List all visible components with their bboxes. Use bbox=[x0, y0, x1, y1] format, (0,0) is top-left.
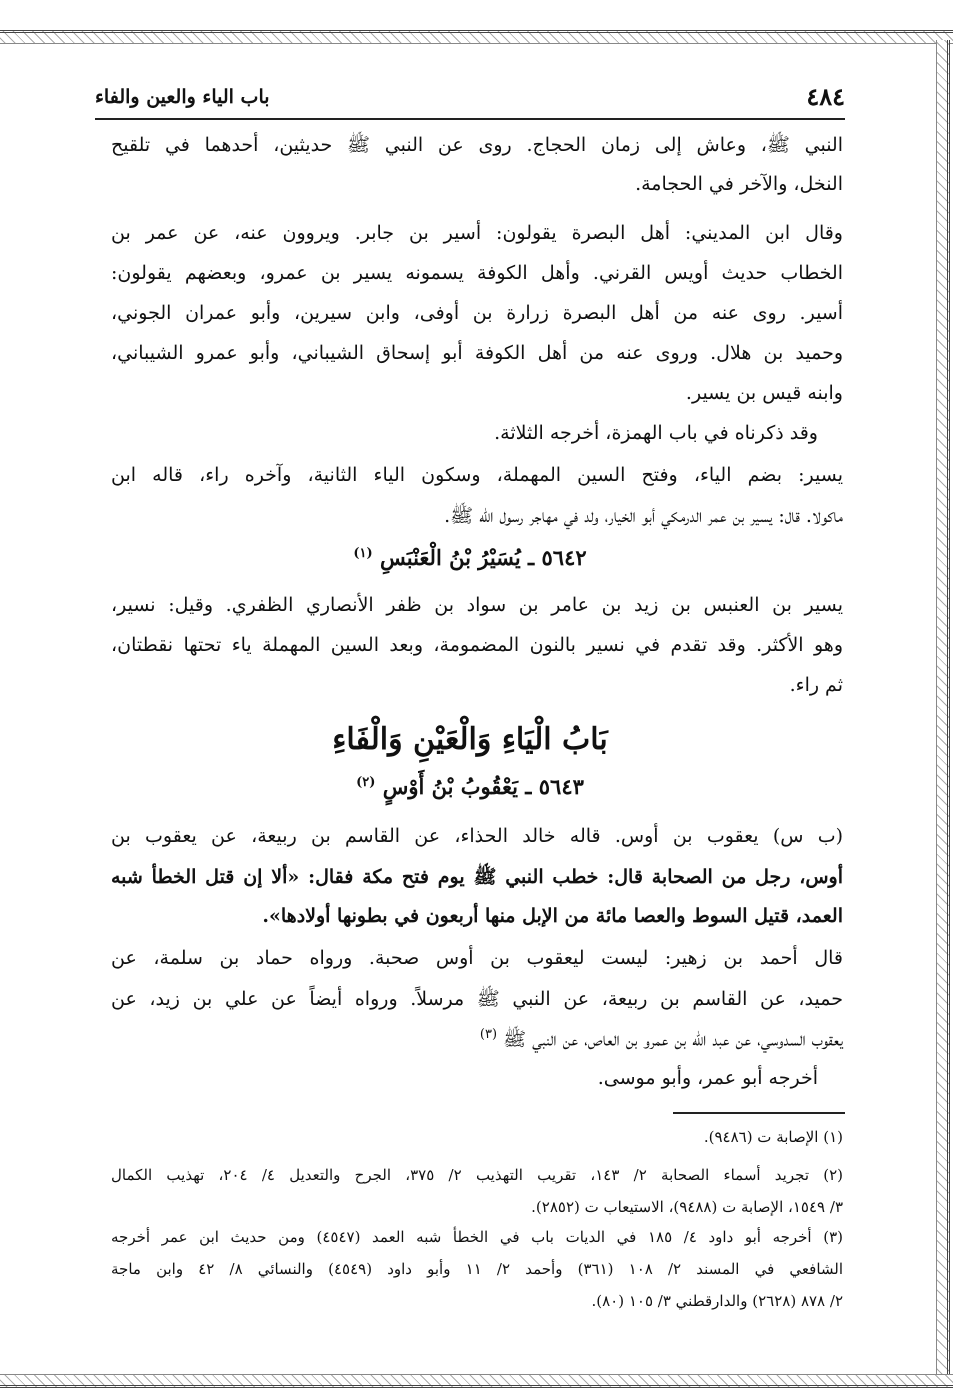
entry-title: ٥٦٤٢ ـ يُسَيْرُ بْنُ الْعَنْبَسِ bbox=[379, 545, 587, 570]
body-line: أخرجه أبو عمر، وأبو موسى. bbox=[597, 1067, 818, 1089]
footnote: الشافعي في المسند ٢/ ١٠٨ (٣٦١) وأحمد ٢/ ١١ وأبو داود (٤٥٤٩) والنسائي ٨/ ٤٢ وابن ماجة bbox=[111, 1260, 844, 1278]
page-border-top bbox=[0, 30, 953, 44]
body-line: وقد ذكرناه في باب الهمزة، أخرجه الثلاثة. bbox=[494, 422, 818, 444]
body-line bbox=[480, 1027, 843, 1055]
body-line: أسير. روى عنه من أهل البصرة زرارة بن أوفى، وابن سيرين، وأبو عمران الجوني، bbox=[111, 302, 843, 324]
footnote: (٣) أخرجه أبو داود ٤/ ١٨٥ في الديات باب في الخطأ شبه العمد (٤٥٤٧) ومن حديث ابن عمر أخرجه bbox=[111, 1228, 843, 1246]
body-line: النخل، والآخر في الحجامة. bbox=[635, 173, 843, 195]
footnote: ٢/ ٨٧٨ (٢٦٢٨) والدارقطني ٣/ ١٠٥ (٨٠). bbox=[591, 1292, 843, 1310]
body-line: وقال ابن المديني: أهل البصرة يقولون: أسير بن جابر. ويروون عنه، عن عمر بن bbox=[111, 222, 843, 244]
entry-heading bbox=[95, 545, 845, 570]
page-border-bottom bbox=[0, 1374, 953, 1388]
body-line: ثم راء. bbox=[789, 674, 843, 696]
body-text: يعقوب السدوسي، عن عبد الله بن عمرو بن العاص، عن النبي ﷺ bbox=[503, 1028, 843, 1051]
body-line: العمد، قتيل السوط والعصا مائة من الإبل منها أربعون في بطونها أولادها». bbox=[262, 905, 843, 927]
page-number: ٤٨٤ bbox=[806, 82, 845, 111]
footnote: (٢) تجريد أسماء الصحابة ٢/ ١٤٣، تقريب التهذيب ٢/ ٣٧٥، الجرح والتعديل ٤/ ٢٠٤، تهذيب الكمال bbox=[111, 1166, 844, 1184]
entry-title: ٥٦٤٣ ـ يَعْقُوبُ بْنُ أَوْسٍ bbox=[382, 774, 584, 799]
page-header bbox=[95, 82, 845, 120]
footnote-ref: (٣) bbox=[479, 1027, 498, 1042]
body-line: وابنه قيس بن يسير. bbox=[685, 382, 843, 404]
footnote: (١) الإصابة ت (٩٤٨٦). bbox=[703, 1128, 843, 1146]
body-line: وحميد بن هلال. وروى عنه من أهل الكوفة أبو إسحاق الشيباني، وأبو عمرو الشيباني، bbox=[111, 342, 843, 364]
body-line: يسير: بضم الياء، وفتح السين المهملة، وسكون الياء الثانية، وآخره راء، قاله ابن bbox=[111, 464, 843, 486]
entry-heading bbox=[95, 774, 845, 799]
footnote-ref: (٢) bbox=[356, 775, 376, 790]
body-line: قال أحمد بن زهير: ليست ليعقوب بن أوس صحبة. ورواه حماد بن سلمة، عن bbox=[111, 947, 843, 969]
body-line: ماكولا. قال: يسير بن عمر الدرمكي أبو الخيار، ولد في مهاجر رسول الله ﷺ. bbox=[444, 505, 843, 527]
body-line: يسير بن العنبس بن زيد بن عامر بن سواد بن ظفر الأنصاري الظفري. وقيل: نسير، bbox=[111, 594, 843, 616]
body-line: وهو الأكثر. وقد تقدم في نسير بالنون المضمومة، وبعد السين المهملة ياء تحتها نقطتان، bbox=[111, 634, 843, 656]
body-line: الخطاب حديث أويس القرني. وأهل الكوفة يسمونه يسير بن عمرو، وبعضهم يقولون: bbox=[111, 262, 843, 284]
footnote: ٣/ ١٥٤٩، الإصابة ت (٩٤٨٨)، الاستيعاب ت (٢٨٥٢). bbox=[531, 1198, 843, 1216]
running-title: باب الياء والعين والفاء bbox=[95, 86, 270, 108]
body-line: حميد، عن القاسم بن ربيعة، عن النبي ﷺ مرسلاً. ورواه أيضاً عن علي بن زيد، عن bbox=[111, 988, 843, 1010]
body-line: النبي ﷺ، وعاش إلى زمان الحجاج. روى عن النبي ﷺ حديثين، أحدهما في تلقيح bbox=[111, 134, 843, 156]
body-line: (ب س) يعقوب بن أوس. قاله خالد الحذاء، عن القاسم بن ربيعة، عن يعقوب بن bbox=[111, 825, 843, 847]
footnote-separator bbox=[673, 1112, 845, 1114]
chapter-title: بَابُ الْيَاءِ وَالْعَيْنِ وَالْفَاءِ bbox=[332, 722, 608, 757]
footnote-ref: (١) bbox=[353, 546, 373, 561]
body-line: أوس، رجل من الصحابة قال: خطب النبي ﷺ يوم فتح مكة فقال: «ألا إن قتل الخطأ شبه bbox=[111, 866, 843, 888]
page-border-right bbox=[936, 40, 950, 1374]
